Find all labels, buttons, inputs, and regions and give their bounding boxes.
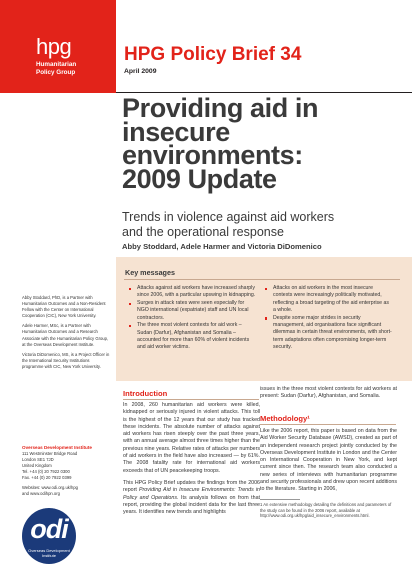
methodology-column bbox=[260, 428, 397, 518]
methodology-divider bbox=[260, 424, 396, 425]
body-column-left bbox=[123, 402, 260, 521]
odi-address-line: 111 Westminster Bridge Road bbox=[22, 451, 78, 457]
intro-paragraph: In 2008, 260 humanitarian aid workers were killed, kidnapped or seriously injured in violent attacks. This toll is the highest of the 12 years that our study has tracked these incidents. The absolute number of attacks against aid workers has risen steeply over the past three years, with an annual average almost three times higher than the previous nine years. Relative rates of attacks per numbers of aid workers in the field have also increased — by 61%. The 2008 fatality rate for international aid workers exceeds that of UN peacekeeping troops. bbox=[123, 402, 260, 474]
key-messages-divider bbox=[124, 279, 400, 280]
key-messages-right-list bbox=[264, 285, 392, 352]
odi-logo bbox=[22, 508, 76, 564]
odi-contact bbox=[22, 445, 112, 497]
hpg-logo-subtitle: Humanitarian Policy Group bbox=[36, 61, 77, 76]
author-note-harmer: Adele Harmer, MSc, is a Partner with Humanitarian Outcomes and a Research Associate with the Humanitarian Policy Group, at the Overseas Development Institute. bbox=[22, 323, 109, 347]
intro-paragraph: This HPG Policy Brief updates the findings from the 2006 report Providing Aid in Insecure Environments: Trends in Policy and Operations. Its analysis follows on from that report, providing the global incident data for the last three years. It identifies new trends and highlights bbox=[123, 479, 260, 516]
odi-fax: Fax. +44 (0) 20 7922 0399 bbox=[22, 475, 72, 481]
odi-address-line: United Kingdom bbox=[22, 463, 52, 469]
body-paragraph: issues in the three most violent contexts for aid workers at present: Sudan (Darfur), Afghanistan, and Somalia. bbox=[260, 386, 397, 400]
author-note-stoddard: Abby Stoddard, PhD, is a Partner with Humanitarian Outcomes and a Non-Resident Fellow with the Center on International Cooperation (CIC), New York University. bbox=[22, 295, 106, 319]
author-note-didomenico: Victoria DiDomenico, MS, is a Project Officer in the International Security Institutions programme with CIC, New York University. bbox=[22, 351, 110, 369]
page-subtitle: Trends in violence against aid workers and the operational response bbox=[122, 210, 335, 239]
author-notes bbox=[22, 295, 112, 374]
key-message-item: Despite some major strides in security management, aid organisations face significant dilemmas in certain threat environments, with short-term adaptations often compromising longer-term security. bbox=[264, 315, 392, 351]
authors-line: Abby Stoddard, Adele Harmer and Victoria DiDomenico bbox=[122, 242, 322, 251]
methodology-paragraph: Like the 2006 report, this paper is based on data from the Aid Worker Security Database (AWSD), created as part of an independent research project jointly conducted by the Overseas Development Institute in London and the Center on International Cooperation in New York, and kept current since then. The research team also conducted a new series of interviews with humanitarian programme and security professionals and drew upon recent additions to the literature. Starting in 2006, bbox=[260, 428, 397, 493]
odi-address-line: London SE1 7JD bbox=[22, 457, 54, 463]
key-message-item: The three most violent contexts for aid work – Sudan (Darfur), Afghanistan and Somalia – accounted for more than 60% of violent incidents and aid worker victims. bbox=[128, 322, 256, 351]
introduction-divider bbox=[123, 399, 259, 400]
brief-title: HPG Policy Brief 34 bbox=[124, 44, 302, 65]
footnote: 1 An extensive methodology detailing the definitions and parameters of the study can be found in the 2006 report, available at http://www.odi.org.uk/hpg/aid_insecure_environments.html. bbox=[260, 502, 392, 519]
key-message-item: Surges in attack rates were seen especially for NGO international (expatriate) staff and UN local contractors. bbox=[128, 300, 256, 322]
methodology-heading: Methodology¹ bbox=[260, 414, 310, 423]
introduction-heading: Introduction bbox=[123, 389, 168, 398]
sidebar bbox=[0, 0, 116, 586]
page-title: Providing aid in insecure environments: 2009 Update bbox=[122, 93, 319, 194]
body-column-right bbox=[260, 386, 397, 406]
odi-website-link[interactable]: Websites: www.odi.org.uk/hpg bbox=[22, 484, 79, 490]
footnote-divider bbox=[260, 499, 300, 500]
key-message-item: Attacks on aid workers in the most insecure contexts were increasingly politically motivated, reflecting a broad targeting of the aid enterprise as a whole. bbox=[264, 285, 392, 314]
hpg-logo[interactable] bbox=[0, 0, 116, 93]
key-messages-left-list bbox=[128, 285, 256, 352]
key-messages-heading: Key messages bbox=[125, 268, 175, 277]
odi-logo-caption: Overseas Development Institute bbox=[28, 548, 70, 558]
key-message-item: Attacks against aid workers have increased sharply since 2006, with a particular upswing in kidnapping. bbox=[128, 285, 256, 300]
odi-name: Overseas Development Institute bbox=[22, 445, 92, 450]
odi-telephone: Tel. +44 (0) 20 7922 0300 bbox=[22, 469, 70, 475]
odi-logo-letters: odi bbox=[30, 514, 68, 544]
hpg-wordmark: hpg bbox=[36, 34, 72, 59]
odi-website-link[interactable]: and www.odihpn.org bbox=[22, 490, 60, 496]
brief-date: April 2009 bbox=[124, 68, 157, 75]
odi-websites bbox=[22, 485, 112, 497]
